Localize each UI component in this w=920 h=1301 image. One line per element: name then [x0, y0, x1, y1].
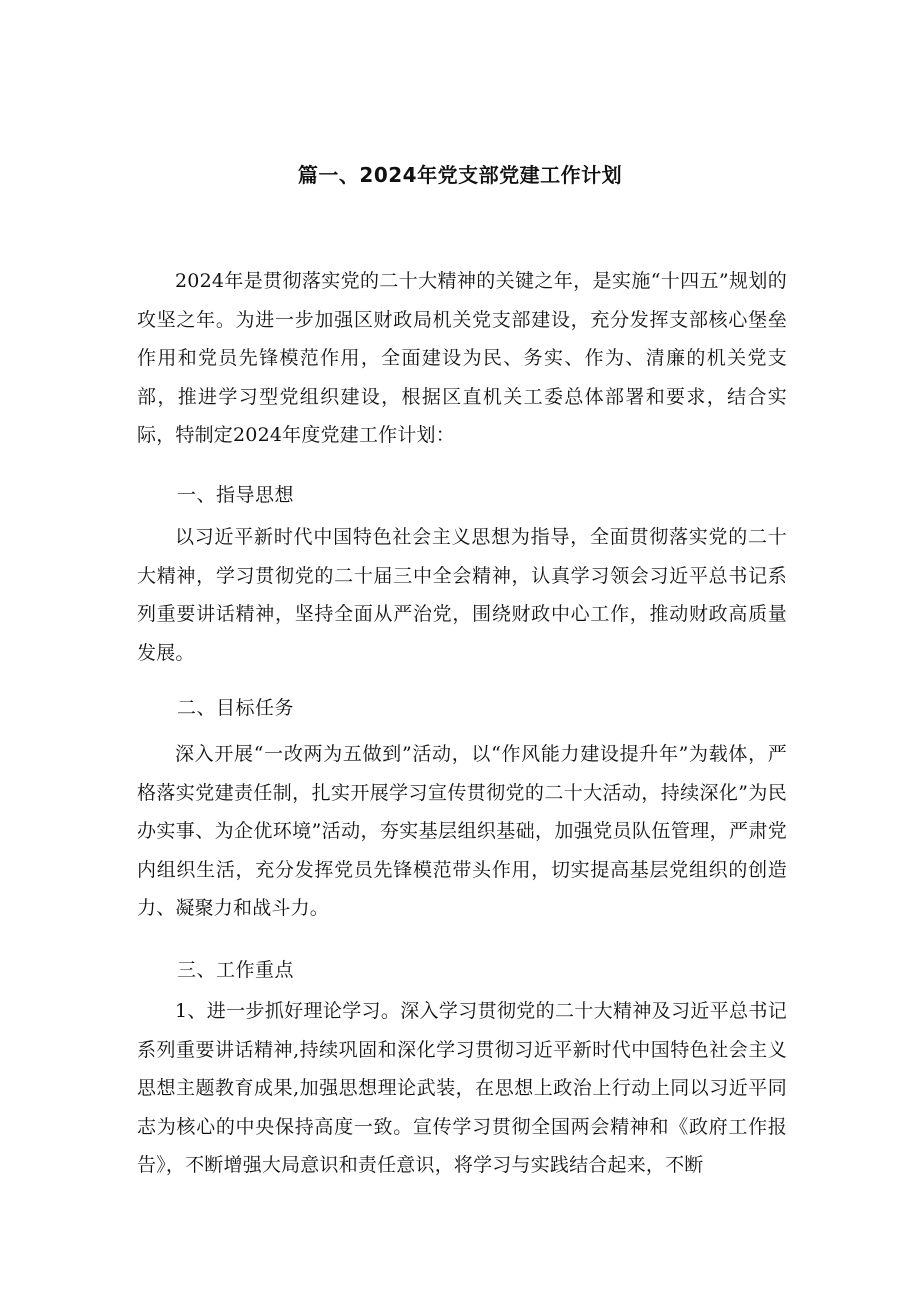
document-title: 篇一、2024年党支部党建工作计划: [297, 163, 623, 187]
section-paragraph-goals-tasks: 深入开展“一改两为五做到”活动，以“作风能力建设提升年”为载体，严格落实党建责任制，扎实开展学习宣传贯彻党的二十大活动，持续深化”为民办实事、为企优环境”活动，夯实基层组织基础，加强党员队伍管理，严肃党内组织生活，充分发挥党员先锋模范带头作用，切实提高基层党组织的创造力、凝聚力和战斗力。: [137, 743, 787, 919]
section-heading-goals-tasks: 二、目标任务: [177, 697, 295, 719]
section-paragraph-work-priorities: 1、进一步抓好理论学习。深入学习贯彻党的二十大精神及习近平总书记系列重要讲话精神,持续巩固和深化学习贯彻习近平新时代中国特色社会主义思想主题教育成果,加强思想理论武装，在思想上政治上行动上同以习近平同志为核心的中央保持高度一致。宣传学习贯彻全国两会精神和《政府工作报告》，不断增强大局意识和责任意识，将学习与实践结合起来，不断: [137, 1000, 787, 1176]
section-heading-work-priorities: 三、工作重点: [177, 959, 295, 981]
intro-paragraph: 2024年是贯彻落实党的二十大精神的关键之年，是实施“十四五”规划的攻坚之年。为进一步加强区财政局机关党支部建设，充分发挥支部核心堡垒作用和党员先锋模范作用，全面建设为民、务实、作为、清廉的机关党支部，推进学习型党组织建设，根据区直机关工委总体部署和要求，结合实际，特制定2024年度党建工作计划：: [137, 270, 787, 446]
section-heading-guiding-ideology: 一、指导思想: [177, 484, 295, 506]
section-paragraph-guiding-ideology: 以习近平新时代中国特色社会主义思想为指导，全面贯彻落实党的二十大精神，学习贯彻党的二十届三中全会精神，认真学习领会习近平总书记系列重要讲话精神，坚持全面从严治党，围绕财政中心工作，推动财政高质量发展。: [137, 526, 787, 664]
